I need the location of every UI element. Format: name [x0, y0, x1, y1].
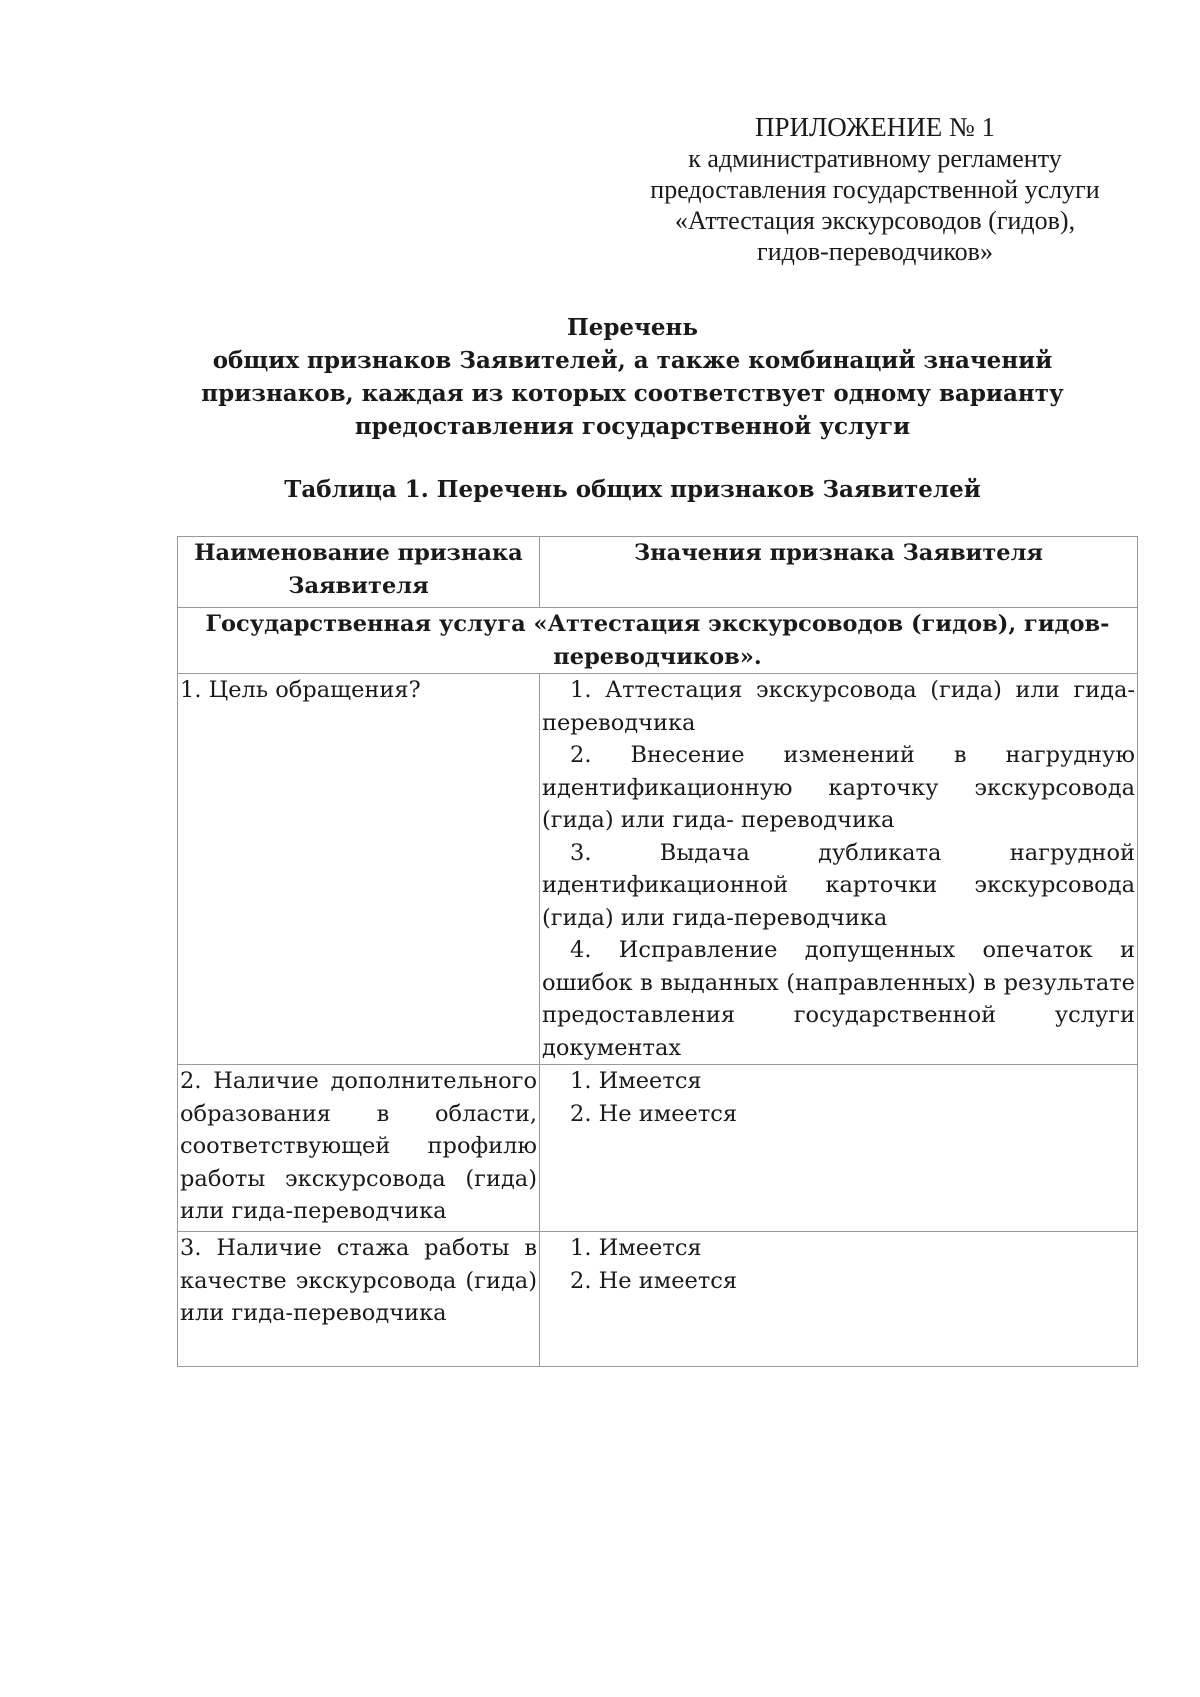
feature-name-cell	[178, 1232, 540, 1367]
header-feature-values: Значения признака Заявителя	[540, 537, 1138, 608]
document-title-line: признаков, каждая из которых соответствует одному варианту	[201, 380, 1064, 407]
feature-name: 1. Цель обращения?	[180, 677, 421, 703]
appendix-title: ПРИЛОЖЕНИЕ № 1	[754, 112, 996, 142]
applicant-features-table	[177, 536, 1138, 1367]
table-row	[178, 674, 1138, 1065]
feature-name: 3. Наличие стажа работы в качестве экскурсовода (гида) или гида-переводчика	[180, 1235, 537, 1326]
value-item: 2. Не имеется	[570, 1267, 738, 1294]
document-title-line: общих признаков Заявителей, а также комбинаций значений	[212, 347, 1053, 374]
value-item: 1. Имеется	[570, 1068, 702, 1094]
header-feature-name: Наименование признака Заявителя	[178, 537, 540, 608]
table-header-row	[178, 537, 1138, 608]
appendix-line: «Аттестация экскурсоводов (гидов),	[674, 206, 1076, 235]
value-item: 1. Имеется	[570, 1235, 702, 1261]
value-item: 1. Аттестация экскурсовода (гида) или гида-переводчика	[542, 677, 1135, 736]
value-item: 3. Выдача дубликата нагрудной идентификационной карточки экскурсовода (гида) или гида-переводчика	[542, 839, 1135, 931]
appendix-line: гидов-переводчиков»	[757, 237, 993, 266]
appendix-line: предоставления государственной услуги	[650, 175, 1100, 204]
section-title: Государственная услуга «Аттестация экскурсоводов (гидов), гидов-переводчиков».	[178, 608, 1138, 674]
feature-name-cell	[178, 1065, 540, 1232]
document-title	[175, 311, 1090, 443]
document-title-line: Перечень	[567, 314, 698, 341]
appendix-block	[620, 112, 1130, 267]
document-title-line: предоставления государственной услуги	[354, 413, 911, 440]
appendix-line: к административному регламенту	[688, 144, 1062, 173]
feature-name: 2. Наличие дополнительного образования в области, соответствующей профилю работы экскурсовода (гида) или гида-переводчика	[180, 1068, 537, 1224]
value-item: 2. Внесение изменений в нагрудную идентификационную карточку экскурсовода (гида) или гида- переводчика	[542, 742, 1135, 833]
feature-values-cell	[540, 674, 1138, 1065]
value-item: 4. Исправление допущенных опечаток и ошибок в выданных (направленных) в результате предоставления государственной услуги документах	[542, 937, 1135, 1061]
value-item: 2. Не имеется	[570, 1100, 738, 1127]
table-caption: Таблица 1. Перечень общих признаков Заявителей	[284, 476, 981, 503]
table-row	[178, 1232, 1138, 1367]
table-row	[178, 1065, 1138, 1232]
table-section-row	[178, 608, 1138, 674]
feature-values-cell	[540, 1232, 1138, 1367]
feature-values-cell	[540, 1065, 1138, 1232]
feature-name-cell	[178, 674, 540, 1065]
